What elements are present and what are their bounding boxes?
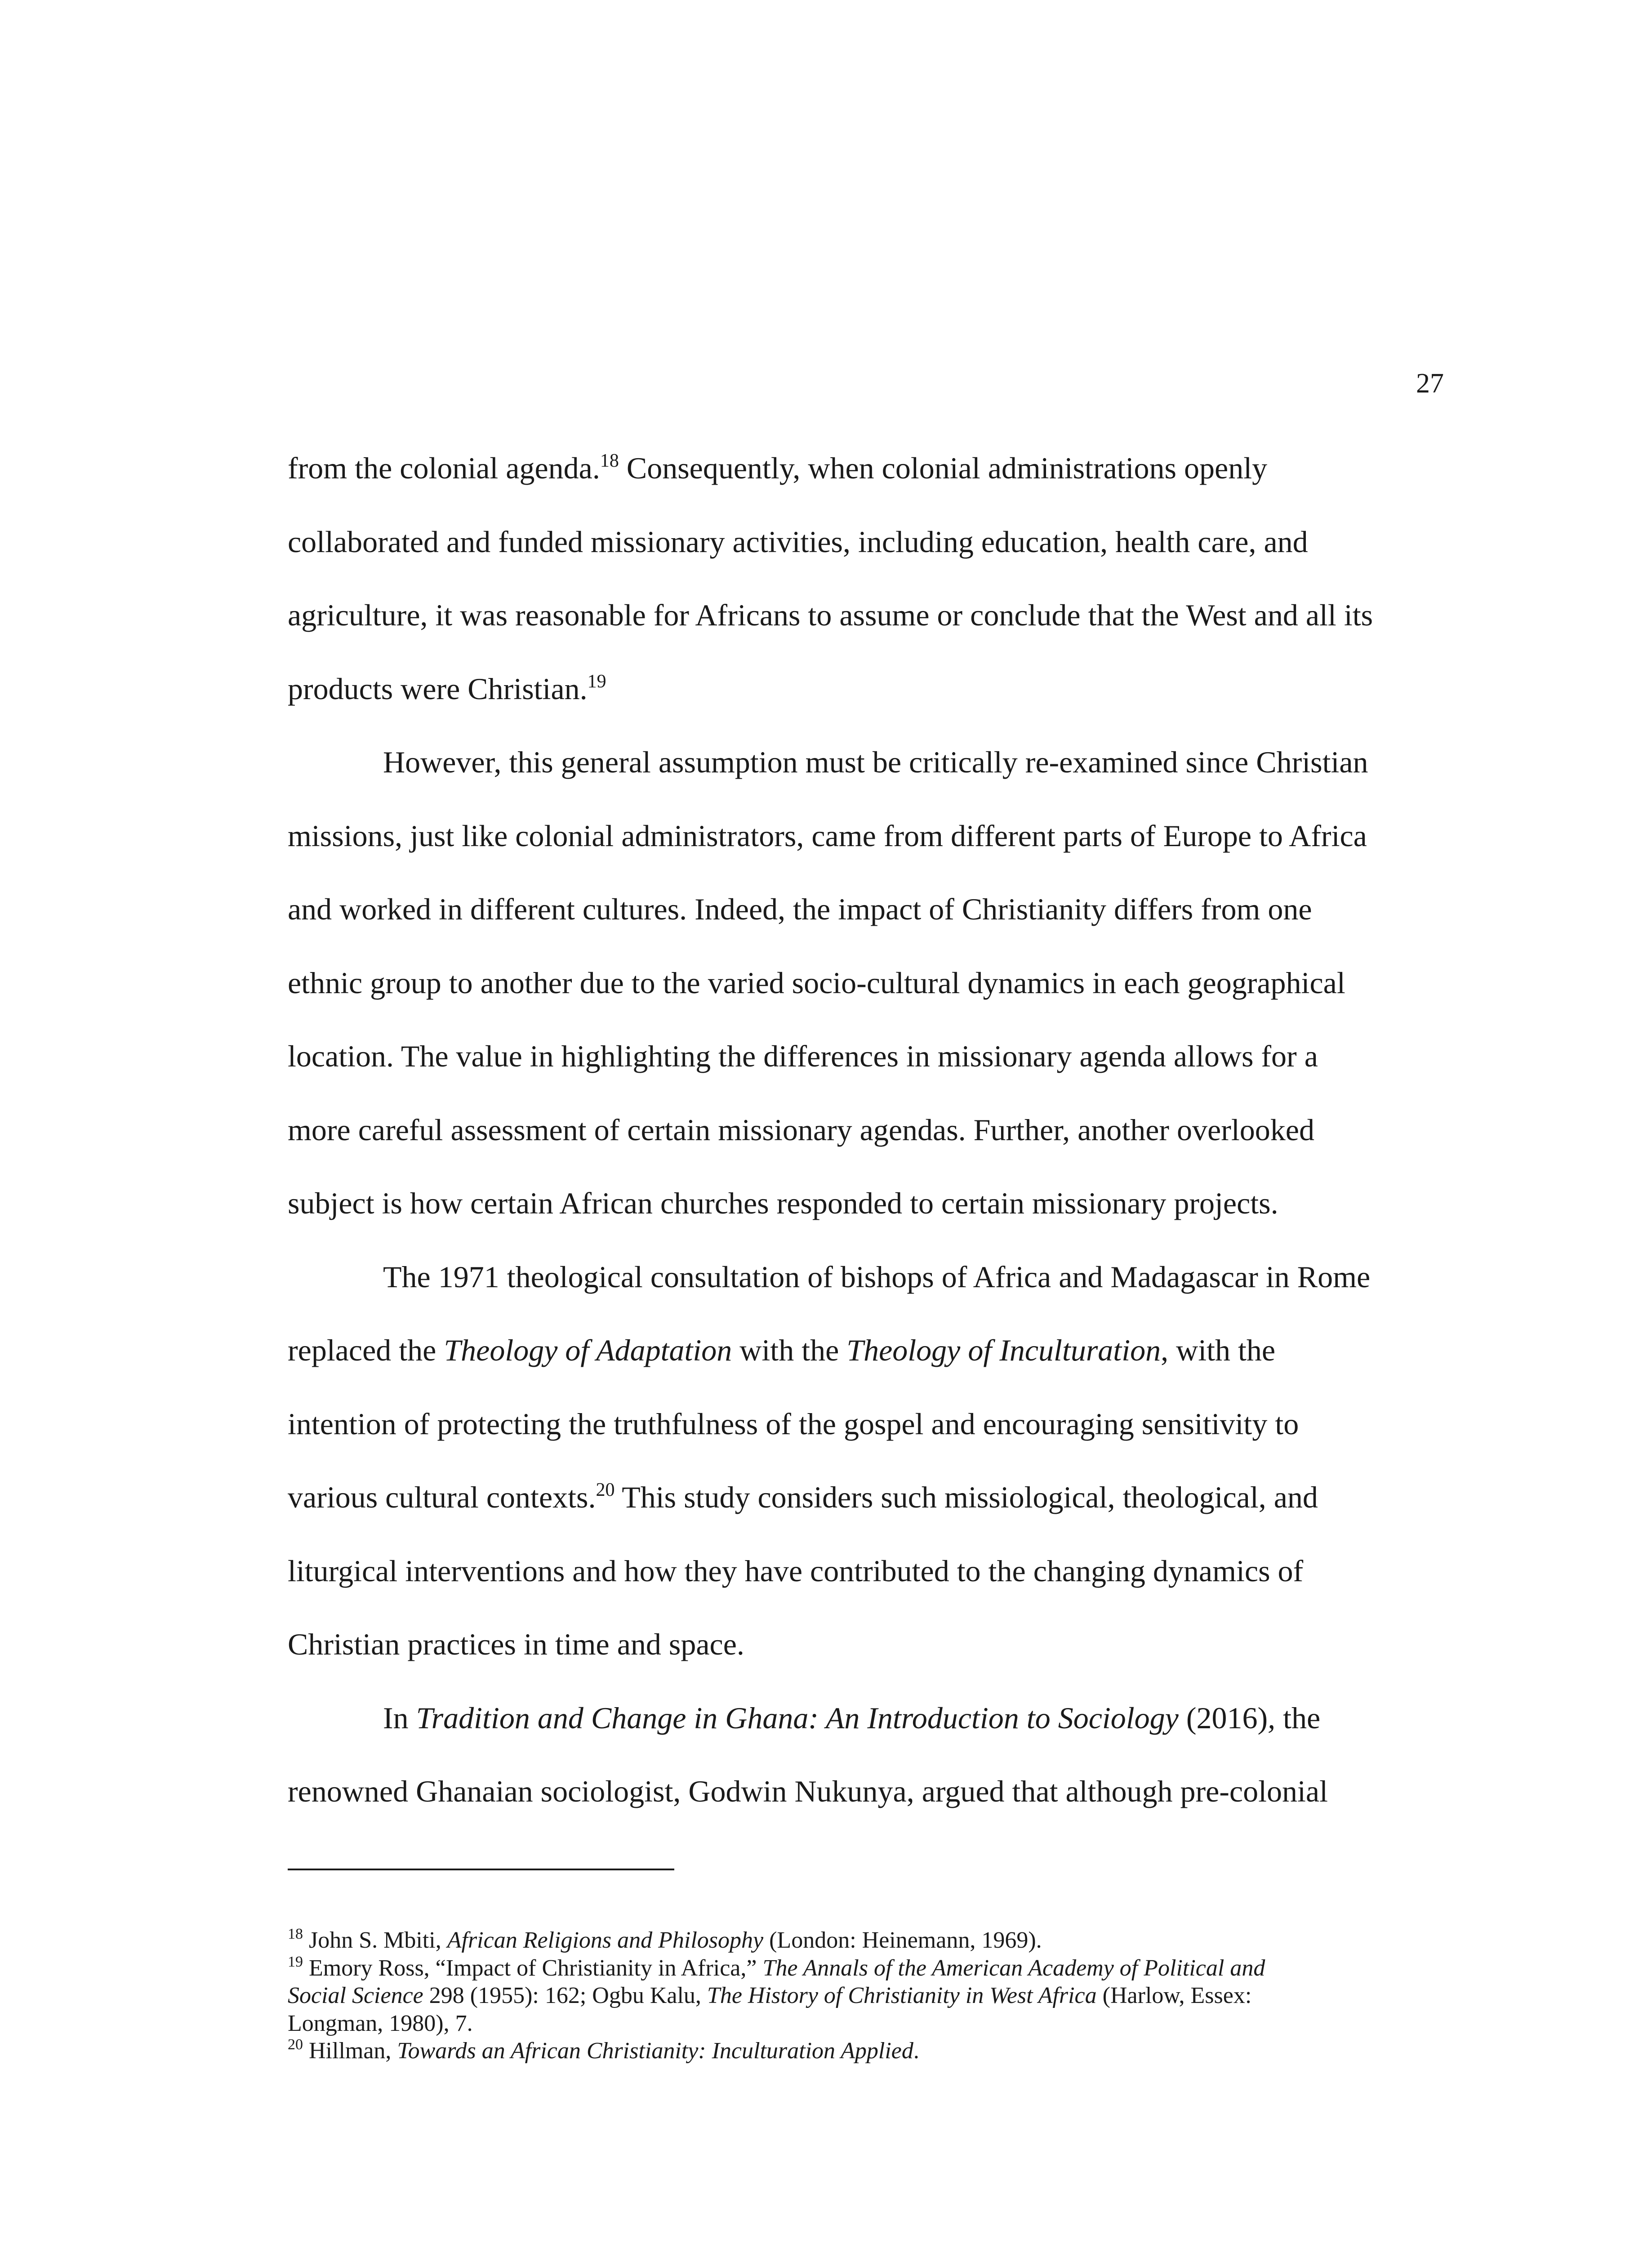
text-line — [288, 946, 1438, 1020]
text-line — [288, 432, 1438, 505]
text-line — [288, 652, 1438, 726]
text-run: various cultural contexts. — [288, 1480, 596, 1514]
footnote — [288, 2037, 1438, 2065]
text-run: However, this general assumption must be critically re-examined since Christian — [383, 745, 1368, 779]
text-run: 298 (1955): 162; Ogbu Kalu, — [423, 1983, 707, 2008]
text-line — [288, 1387, 1438, 1461]
page-number: 27 — [1416, 368, 1444, 399]
text-line — [288, 1534, 1438, 1608]
footnote-reference: 19 — [288, 1953, 303, 1970]
footnote-reference: 18 — [288, 1926, 303, 1942]
paragraph — [288, 1682, 1438, 1829]
footnote-line — [288, 1927, 1438, 1954]
text-run: with the — [732, 1333, 847, 1367]
text-run: from the colonial agenda. — [288, 451, 600, 485]
text-run: more careful assessment of certain missionary agendas. Further, another overlooked — [288, 1112, 1314, 1147]
paragraph — [288, 1240, 1438, 1682]
text-line — [288, 726, 1438, 799]
text-run: The 1971 theological consultation of bishops of Africa and Madagascar in Rome — [383, 1259, 1371, 1294]
text-line — [288, 1608, 1438, 1682]
footnote-line — [288, 2010, 1438, 2038]
footnote — [288, 1927, 1438, 1954]
text-run: intention of protecting the truthfulness of the gospel and encouraging sensitivity to — [288, 1406, 1299, 1441]
text-line — [288, 1093, 1438, 1167]
text-line — [288, 1314, 1438, 1387]
text-run: Consequently, when colonial administrations openly — [619, 451, 1268, 485]
text-line — [288, 873, 1438, 946]
text-line — [288, 1020, 1438, 1093]
text-line — [288, 1682, 1438, 1755]
paragraph — [288, 432, 1438, 726]
italic-title: African Religions and Philosophy — [447, 1927, 764, 1953]
text-run: location. The value in highlighting the differences in missionary agenda allows for a — [288, 1039, 1318, 1073]
text-run: (2016) — [1178, 1700, 1268, 1735]
footnote-reference: 20 — [288, 2036, 303, 2053]
italic-title: Social Science — [288, 1983, 423, 2008]
italic-title: Theology of Inculturation — [846, 1333, 1161, 1367]
text-run: collaborated and funded missionary activities, including education, health care, and — [288, 524, 1308, 559]
text-run: products were Christian. — [288, 671, 588, 706]
text-run: John S. Mbiti, — [303, 1927, 447, 1953]
footnote-line — [288, 2037, 1438, 2065]
italic-title: Theology of Adaptation — [444, 1333, 732, 1367]
text-run: missions, just like colonial administrators, came from different parts of Europe to Africa — [288, 818, 1367, 853]
italic-title: Tradition and Change in Ghana: An Introduction to Sociology — [416, 1700, 1179, 1735]
body-text — [288, 432, 1438, 1829]
italic-title: Towards an African Christianity: Inculturation Applied — [397, 2038, 913, 2064]
text-run: In — [383, 1700, 416, 1735]
text-line — [288, 1461, 1438, 1534]
paragraph — [288, 726, 1438, 1240]
italic-title: The Annals of the American Academy of Political and — [762, 1955, 1265, 1981]
text-run: Longman, 1980), 7. — [288, 2010, 473, 2036]
footnote-reference: 19 — [587, 671, 606, 692]
italic-title: , — [1268, 1700, 1276, 1735]
text-run: (Harlow, Essex: — [1096, 1983, 1252, 2008]
text-run: agriculture, it was reasonable for Africans to assume or conclude that the West and all its — [288, 598, 1373, 632]
text-run: Emory Ross, “Impact of Christianity in Africa,” — [303, 1955, 763, 1981]
text-run: ethnic group to another due to the varied socio-cultural dynamics in each geographical — [288, 965, 1345, 1000]
footnote-reference: 20 — [596, 1480, 615, 1500]
text-run: subject is how certain African churches responded to certain missionary projects. — [288, 1186, 1278, 1220]
text-run: liturgical interventions and how they have contributed to the changing dynamics of — [288, 1553, 1304, 1588]
footnote — [288, 1954, 1438, 2038]
text-run: Christian practices in time and space. — [288, 1627, 744, 1661]
text-run: replaced the — [288, 1333, 444, 1367]
text-run: . — [913, 2038, 919, 2064]
text-run: This study considers such missiological, theological, and — [614, 1480, 1318, 1514]
footnote-reference: 18 — [600, 450, 619, 471]
text-run: (London: Heinemann, 1969). — [763, 1927, 1042, 1953]
text-line — [288, 1240, 1438, 1314]
footnote-line — [288, 1954, 1438, 1982]
italic-title: The History of Christianity in West Africa — [707, 1983, 1097, 2008]
text-run: renowned Ghanaian sociologist, Godwin Nukunya, argued that although pre-colonial — [288, 1774, 1328, 1808]
text-run: , with the — [1161, 1333, 1276, 1367]
footnote-separator — [288, 1869, 674, 1870]
text-line — [288, 1167, 1438, 1240]
text-line — [288, 579, 1438, 652]
text-line — [288, 799, 1438, 873]
footnote-line — [288, 1982, 1438, 2010]
text-run: and worked in different cultures. Indeed, the impact of Christianity differs from one — [288, 892, 1312, 926]
text-line — [288, 505, 1438, 579]
text-run: Hillman, — [303, 2038, 397, 2064]
text-run: the — [1275, 1700, 1321, 1735]
text-line — [288, 1755, 1438, 1829]
footnotes — [288, 1927, 1438, 2065]
